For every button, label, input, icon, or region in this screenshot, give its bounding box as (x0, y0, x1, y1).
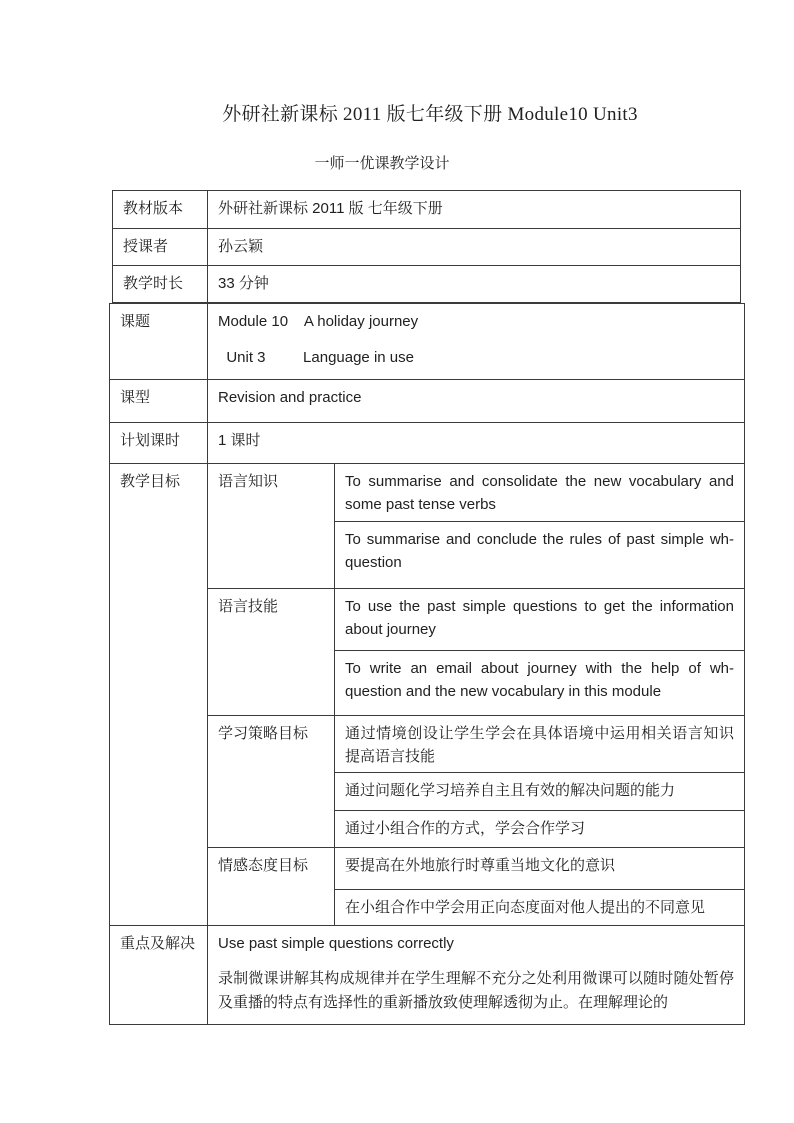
table-row (113, 266, 741, 303)
table-row (110, 464, 745, 522)
objectives-label: 教学目标 (110, 464, 208, 926)
objective-item: To summarise and consolidate the new vocabulary and some past tense verbs (335, 464, 745, 522)
objective-item: To write an email about journey with the help of wh-question and the new vocabulary in this module (335, 650, 745, 715)
objective-item: 通过情境创设让学生学会在具体语境中运用相关语言知识提高语言技能 (335, 715, 745, 773)
duration-value: 33 分钟 (208, 266, 741, 303)
topic-line1: Module 10 A holiday journey (218, 313, 419, 330)
objective-item: To use the past simple questions to get the information about journey (335, 588, 745, 650)
objective-item: 通过问题化学习培养自主且有效的解决问题的能力 (335, 773, 745, 811)
key-points-label: 重点及解决 (110, 926, 208, 1025)
table-row (113, 229, 741, 266)
table-row (110, 423, 745, 464)
objective-item: 通过小组合作的方式，学会合作学习 (335, 811, 745, 848)
objective-item: To summarise and conclude the rules of past simple wh-question (335, 521, 745, 588)
topic-label: 课题 (110, 304, 208, 380)
key-points-line1: Use past simple questions correctly (218, 935, 454, 952)
textbook-version-value: 外研社新课标 2011 版 七年级下册 (208, 191, 741, 229)
table-row (110, 926, 745, 1025)
objective-category-strategy: 学习策略目标 (208, 715, 335, 848)
lesson-table (109, 303, 745, 1025)
textbook-version-label: 教材版本 (113, 191, 208, 229)
duration-label: 教学时长 (113, 266, 208, 303)
teacher-label: 授课者 (113, 229, 208, 266)
page-title: 外研社新课标 2011 版七年级下册 Module10 Unit3 (222, 104, 638, 125)
page-subtitle: 一师一优课教学设计 (314, 156, 450, 172)
planned-periods-value: 1 课时 (208, 423, 745, 464)
objective-item: 在小组合作中学会用正向态度面对他人提出的不同意见 (335, 890, 745, 926)
lesson-type-label: 课型 (110, 380, 208, 423)
table-row (113, 191, 741, 229)
planned-periods-label: 计划课时 (110, 423, 208, 464)
teacher-value: 孙云颖 (208, 229, 741, 266)
topic-value (208, 304, 745, 380)
topic-line2: Unit 3 Language in use (218, 349, 414, 367)
objective-category-knowledge: 语言知识 (208, 464, 335, 589)
objective-category-attitude: 情感态度目标 (208, 848, 335, 926)
table-row (110, 380, 745, 423)
lesson-type-value: Revision and practice (208, 380, 745, 423)
table-row (110, 304, 745, 380)
key-points-content (208, 926, 745, 1025)
objective-item: 要提高在外地旅行时尊重当地文化的意识 (335, 848, 745, 890)
info-table (112, 190, 741, 303)
key-points-paragraph: 录制微课讲解其构成规律并在学生理解不充分之处利用微课可以随时随处暂停及重播的特点有选择性的重新播放致使理解透彻为止。在理解理论的 (218, 970, 734, 1011)
objective-category-skills: 语言技能 (208, 588, 335, 715)
